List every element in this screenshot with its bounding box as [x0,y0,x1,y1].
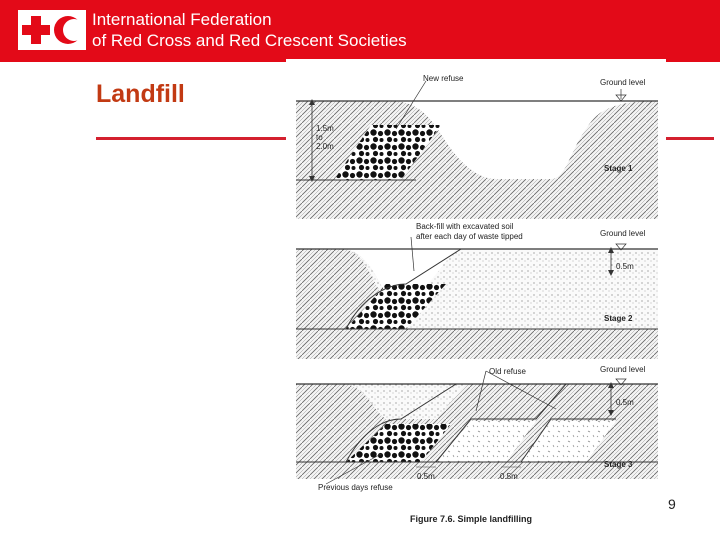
stage-3-diagram [296,365,658,492]
stage3-previous-days-label: Previous days refuse [318,483,393,492]
stage3-stage-label: Stage 3 [604,460,633,469]
stage3-old-refuse-label: Old refuse [489,367,526,376]
title-underline-left [96,137,288,140]
slide-title: Landfill [96,80,185,108]
stage3-depth-label: 0.5m [616,398,634,407]
page-number: 9 [668,496,676,512]
ifrc-logo [18,10,86,55]
header-bar [0,0,720,62]
figure-caption: Figure 7.6. Simple landfilling [410,514,533,524]
stage3-cover1-label: 0.5m [417,472,435,481]
stage3-ground-level-label: Ground level [600,365,646,374]
org-name-line2: of Red Cross and Red Crescent Societies [92,31,407,50]
stage-2-diagram [296,222,658,359]
stage3-cover2-label: 0.5m [500,472,518,481]
stage1-new-refuse-label: New refuse [423,74,464,83]
stage-1-diagram [296,74,658,219]
stage1-depth-label-line3: 2.0m [316,142,334,151]
landfill-diagram [286,59,666,540]
stage1-depth-label-line1: 1.5m [316,124,334,133]
stage1-stage-label: Stage 1 [604,164,633,173]
stage2-stage-label: Stage 2 [604,314,633,323]
stage1-depth-label-line2: to [316,133,323,142]
stage1-ground-level-label: Ground level [600,78,646,87]
org-name-line1: International Federation [92,10,272,29]
organization-name [92,9,407,51]
stage2-backfill-label-line2: after each day of waste tipped [416,232,523,241]
stage2-depth-label: 0.5m [616,262,634,271]
stage2-backfill-label-line1: Back-fill with excavated soil [416,222,514,231]
stage2-ground-level-label: Ground level [600,229,646,238]
title-underline-right [666,137,714,140]
